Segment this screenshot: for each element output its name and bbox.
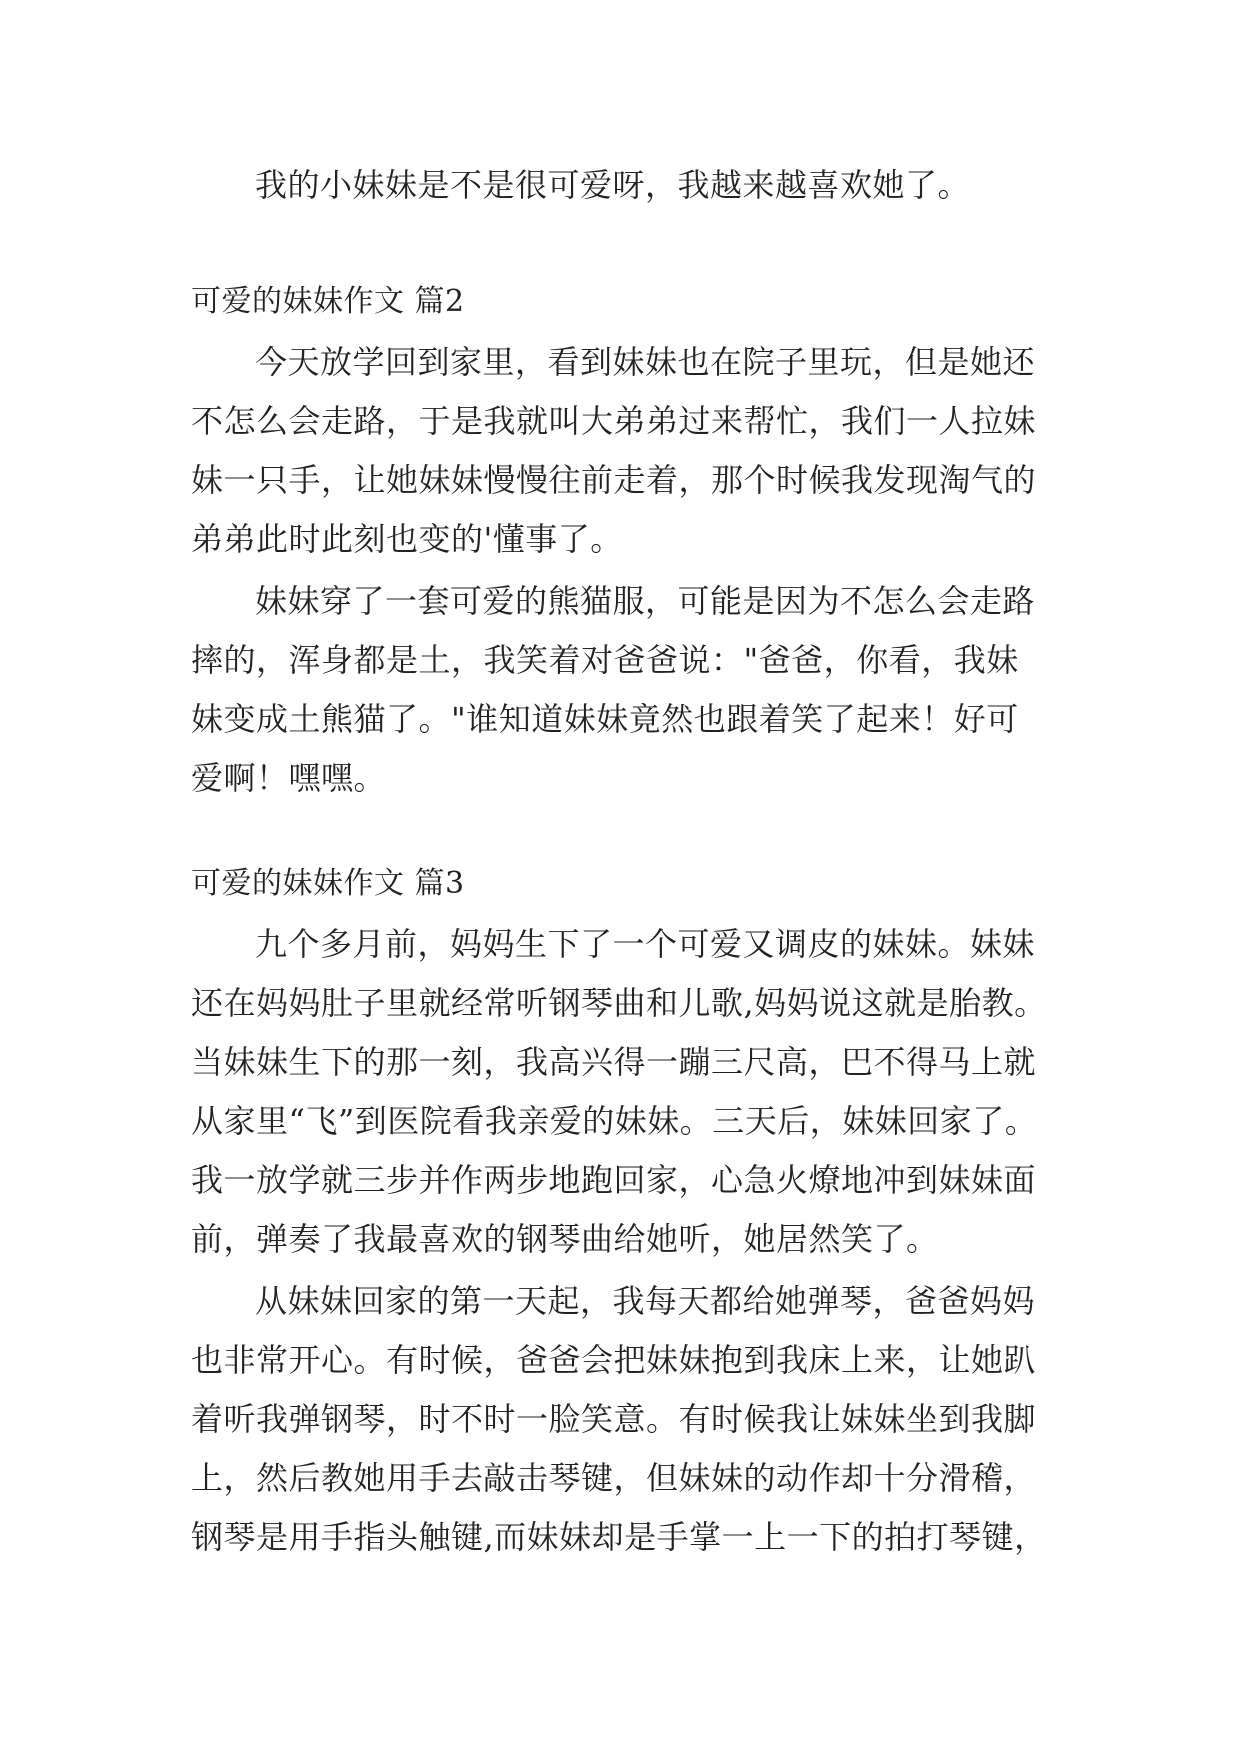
text-line: 九个多月前，妈妈生下了一个可爱又调皮的妹妹。妹妹 [255, 925, 1036, 963]
text-line: 我的小妹妹是不是很可爱呀，我越来越喜欢她了。 [255, 166, 971, 204]
text-line: 爱啊！嘿嘿。 [191, 759, 387, 797]
text-line: 当妹妹生下的那一刻，我高兴得一蹦三尺高，巴不得马上就 [191, 1043, 1037, 1081]
text-line: 弟弟此时此刻也变的'懂事了。 [191, 520, 623, 558]
text-line: 也非常开心。有时候，爸爸会把妹妹抱到我床上来，让她趴 [191, 1341, 1037, 1379]
text-line: 今天放学回到家里，看到妹妹也在院子里玩，但是她还 [255, 343, 1036, 381]
text-line: 从妹妹回家的第一天起，我每天都给她弹琴，爸爸妈妈 [255, 1282, 1036, 1320]
section-heading: 可爱的妹妹作文 篇3 [191, 866, 465, 901]
text-line: 不怎么会走路，于是我就叫大弟弟过来帮忙，我们一人拉妹 [191, 402, 1037, 440]
text-line: 妹一只手，让她妹妹慢慢往前走着，那个时候我发现淘气的 [191, 461, 1037, 499]
text-line: 上，然后教她用手去敲击琴键，但妹妹的动作却十分滑稽， [191, 1459, 1037, 1497]
text-line: 着听我弹钢琴，时不时一脸笑意。有时候我让妹妹坐到我脚 [191, 1400, 1037, 1438]
section-heading: 可爱的妹妹作文 篇2 [191, 284, 465, 319]
text-line: 钢琴是用手指头触键,而妹妹却是手掌一上一下的拍打琴键， [191, 1518, 1047, 1556]
text-line: 我一放学就三步并作两步地跑回家，心急火燎地冲到妹妹面 [191, 1161, 1037, 1199]
text-line: 从家里“飞”到医院看我亲爱的妹妹。三天后，妹妹回家了。 [191, 1102, 1038, 1140]
text-line: 前，弹奏了我最喜欢的钢琴曲给她听，她居然笑了。 [191, 1220, 939, 1258]
text-line: 妹变成土熊猫了。"谁知道妹妹竟然也跟着笑了起来！好可 [191, 700, 1019, 738]
text-line: 还在妈妈肚子里就经常听钢琴曲和儿歌,妈妈说这就是胎教。 [191, 984, 1047, 1022]
text-line: 摔的，浑身都是土，我笑着对爸爸说："爸爸，你看，我妹 [191, 641, 1019, 679]
text-line: 妹妹穿了一套可爱的熊猫服，可能是因为不怎么会走路 [255, 582, 1036, 620]
